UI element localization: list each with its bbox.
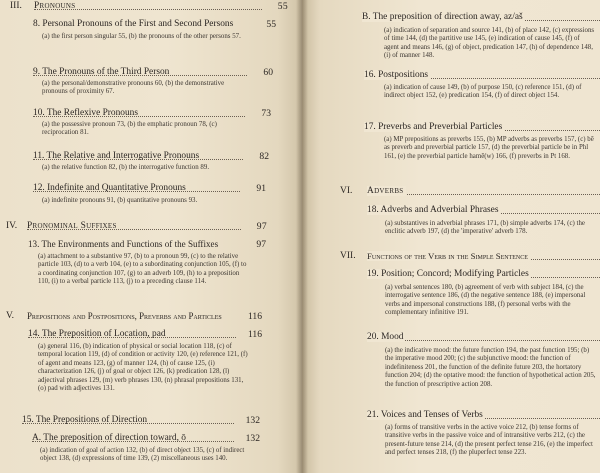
right-page	[302, 0, 600, 473]
toc-entry-15a	[32, 433, 260, 445]
page-number: 73	[261, 108, 271, 119]
chapter-title: 10. The Reflexive Pronouns	[33, 108, 139, 118]
chapter-subtopics: (a) verbal sentences 180, (b) agreement of verb with subject 184, (c) the interrogative sentence 186, (d) the negative sentence 188, (e) impersonal verbs and impersonal constructions 188, (f) personal verbs with the complementary infinitive 191.	[385, 284, 586, 317]
toc-entry-19	[367, 269, 600, 281]
toc-entry-pronouns	[10, 1, 288, 13]
chapter-title: A. The preposition of direction toward, ō	[32, 433, 186, 443]
book-gutter-shadow	[296, 0, 308, 473]
chapter-subtopics: (a) indication of goal of action 132, (b) of direct object 135, (c) of indirect object 138, (d) expressions of time 139, (2) miscellaneous uses 140.	[40, 447, 245, 463]
chapter-title: 14. The Preposition of Location, pad	[28, 329, 166, 339]
page-number: 82	[259, 151, 269, 162]
toc-entry-pronominal-suffixes	[6, 221, 267, 233]
roman-numeral: III.	[10, 1, 22, 11]
chapter-title: 21. Voices and Tenses of Verbs	[367, 410, 483, 420]
chapter-subtopics: (a) the possessive pronoun 73, (b) the emphatic pronoun 78, (c) reciprocation 81.	[42, 121, 217, 137]
toc-entry-20	[367, 332, 600, 344]
toc-entry-13	[28, 239, 266, 251]
chapter-title: 12. Indefinite and Quantitative Pronouns	[33, 183, 186, 193]
chapter-title: 9. The Pronouns of the Third Person	[33, 67, 170, 77]
toc-entry-11	[33, 151, 269, 163]
chapter-subtopics: (a) MP prepositions as preverbs 155, (b) MP adverbs as preverbs 157, (c) bē as preverb and preverbial particle 157, (d) the preverbial particle be in Phl 161, (e) the preverbial particle hamē(w) 166, (f) preverbs in Pt 168.	[384, 136, 594, 160]
toc-entry-15	[22, 415, 260, 427]
page-number: 55	[266, 19, 276, 30]
chapter-subtopics: (a) attachment to a substantive 97, (b) to a pronoun 99, (c) to the relative particle 103, (d) to a verb 104, (e) to a subordinating conjunction 105, (f) to a coordinating conjunction 107, (g) to an adverb 109, (h) to a preposition 110, (i) to a verbal particle 113, (j) to a preceding clause 114.	[38, 253, 247, 286]
roman-numeral: VI.	[340, 186, 353, 196]
page-number: 91	[256, 183, 266, 194]
chapter-title: 13. The Environments and Functions of the Suffixes	[28, 239, 219, 249]
chapter-subtopics: (a) indication of cause 149, (b) of purpose 150, (c) reference 151, (d) of indirect object 152, (e) predication 154, (f) of direct object 154.	[384, 84, 582, 100]
toc-entry-10	[33, 108, 271, 120]
chapter-subtopics: (a) forms of transitive verbs in the active voice 212, (b) tense forms of transitive verbs in the passive voice and of intransitive verbs 212, (c) the present-future tense 214, (d) the present perfect tense 216, (e) the imperfect and perfect tenses 218, (f) the pluperfect tense 223.	[385, 424, 593, 457]
toc-entry-18	[367, 205, 600, 217]
toc-entry-21	[367, 410, 600, 422]
chapter-subtopics: (a) the personal/demonstrative pronouns 60, (b) the demonstrative pronouns of proximity 67.	[42, 80, 225, 96]
chapter-subtopics: (a) the relative function 82, (b) the interrogative function 89.	[42, 164, 210, 171]
toc-entry-adverbs	[340, 186, 600, 198]
chapter-subtopics: (a) the first person singular 55, (b) the pronouns of the other persons 57.	[42, 33, 241, 40]
toc-entry-verb-functions	[340, 251, 600, 263]
roman-numeral: VII.	[340, 251, 356, 261]
toc-entry-16	[364, 70, 600, 82]
chapter-title: 16. Postpositions	[364, 70, 429, 80]
toc-entry-14	[28, 329, 262, 341]
toc-entry-12	[33, 183, 266, 195]
chapter-title: 19. Position; Concord; Modifying Particles	[367, 269, 529, 279]
page-number: 116	[247, 311, 262, 322]
chapter-title: 17. Preverbs and Preverbial Particles	[364, 122, 503, 132]
chapter-title: 20. Mood	[367, 332, 404, 342]
section-title: Adverbs	[367, 186, 600, 197]
chapter-title: 11. The Relative and Interrogative Pronouns	[33, 151, 200, 161]
section-title: Pronouns 55	[34, 1, 288, 12]
section-title: Functions of the Verb in the Simple Sentence	[367, 251, 600, 262]
chapter-subtopics: (a) the indicative mood: the future function 194, the past function 195; (b) the imperative mood 200; (c) the subjunctive mood: the function of indefiniteness 201, the function of the definite future 203, the hortatory function 204; (d) the optative mood: the function of hypothetical action 205, the function of prescriptive action 208.	[385, 347, 596, 388]
chapter-subtopics: (a) general 116, (b) indication of physical or social location 118, (c) of temporal location 119, (d) of condition or activity 120, (e) reference 121, (f) of agent and means 123, (g) of manner 124, (h) of cause 125, (i) characterization 126, (j) of goal or object 126, (k) predication 128, (l) adjectival phrases 129, (m) verb phrases 130, (n) phrasal prepositions 131, (o) pad with adjectives 131.	[38, 343, 248, 393]
chapter-title: B. The preposition of direction away, az/aš	[362, 12, 523, 22]
toc-entry-17	[364, 122, 600, 134]
page-number: 132	[245, 415, 260, 426]
roman-numeral: V.	[6, 311, 15, 321]
section-title: Prepositions and Postpositions, Preverbs and Particles 116	[27, 311, 262, 322]
page-number: 55	[277, 1, 288, 12]
chapter-subtopics: (a) substantives in adverbial phrases 171, (b) simple adverbs 174, (c) the enclitic adverb 197, (d) the 'imperative' adverb 178.	[385, 220, 585, 236]
section-title: Pronominal Suffixes 97	[27, 221, 267, 232]
page-number: 97	[256, 239, 266, 250]
roman-numeral: IV.	[6, 221, 18, 231]
page-number: 97	[256, 221, 267, 232]
chapter-subtopics: (a) indefinite pronouns 91, (b) quantitative pronouns 93.	[42, 197, 198, 204]
toc-entry-prepositions	[6, 311, 262, 323]
chapter-title: 15. The Prepositions of Direction	[22, 415, 148, 425]
toc-entry-9	[33, 67, 273, 79]
page-number: 132	[245, 433, 260, 444]
toc-entry-8	[33, 19, 276, 31]
toc-entry-15b	[362, 12, 600, 24]
chapter-title: 8. Personal Pronouns of the First and Second Persons	[33, 19, 234, 29]
chapter-subtopics: (a) indication of separation and source 141, (b) of place 142, (c) expressions of time 144, (d) the partitive use 145, (e) indication of cause 145, (f) of agent and means 146, (g) of object, predication 147, (h) of dependence 148, (i) of manner 148.	[384, 27, 595, 60]
page-number: 60	[263, 67, 273, 78]
chapter-title: 18. Adverbs and Adverbial Phrases	[367, 205, 499, 215]
page-number: 116	[247, 329, 262, 340]
